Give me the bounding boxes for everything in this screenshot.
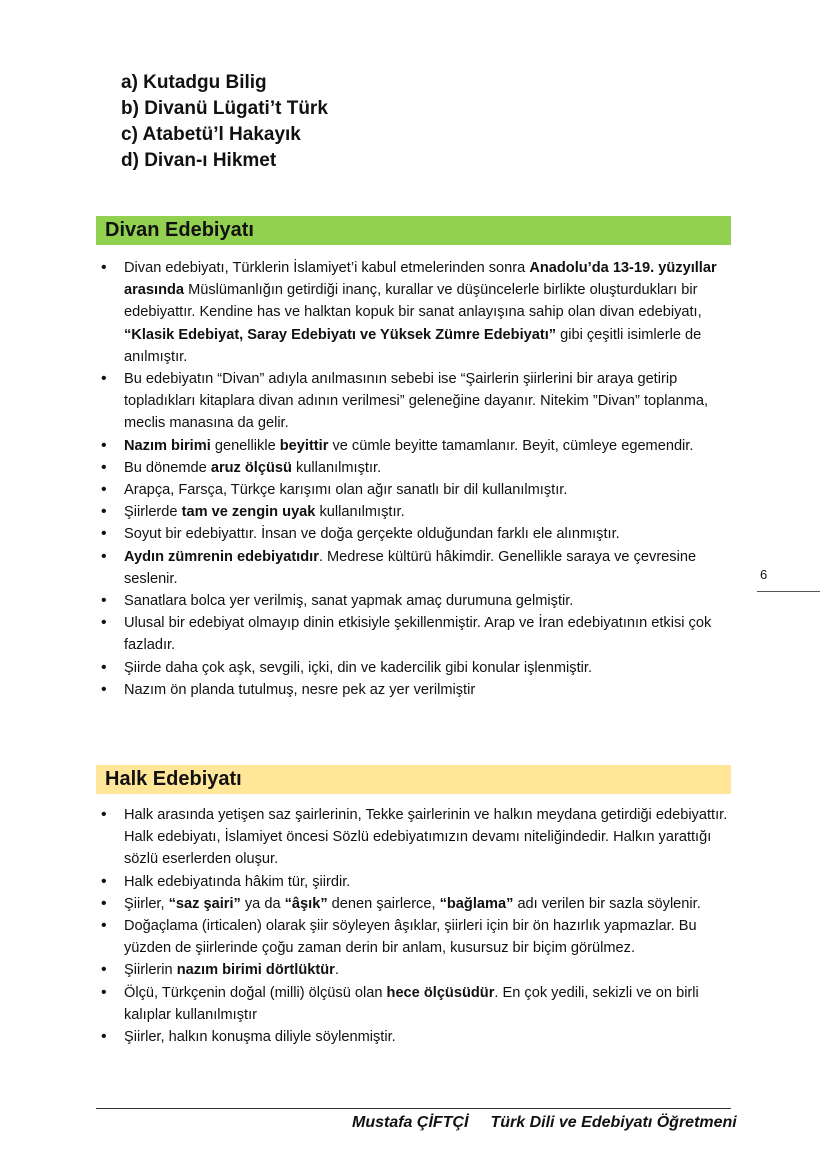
bold-text: hece ölçüsüdür xyxy=(386,984,495,1001)
text: Doğaçlama (irticalen) olarak şiir söyleyen âşıklar, şiirleri için bir ön hazırlık yapmazlar. Bu yüzden de şiirlerinde çoğu zaman derin bir anlam, kusursuz bir biçim görülmez. xyxy=(124,918,697,957)
bold-text: nazım birimi dörtlüktür xyxy=(176,962,335,979)
list-item xyxy=(124,368,736,435)
footer xyxy=(352,1114,737,1132)
text: Ölçü, Türkçenin doğal (milli) ölçüsü olan xyxy=(124,984,387,1001)
text: Nazım ön planda tutulmuş, nesre pek az yer verilmiştir xyxy=(124,681,476,698)
bold-text: “Klasik Edebiyat, Saray Edebiyatı ve Yüksek Zümre Edebiyatı” xyxy=(124,326,557,343)
page-number-rule xyxy=(757,591,820,592)
list-item xyxy=(124,479,736,501)
bold-text: Aydın zümrenin edebiyatıdır xyxy=(124,548,319,565)
footer-role: Türk Dili ve Edebiyatı Öğretmeni xyxy=(490,1114,737,1131)
text: ve cümle beyitte tamamlanır. Beyit, cümleye egemendir. xyxy=(328,437,694,454)
bold-text: “bağlama” xyxy=(439,895,514,912)
bold-text: “âşık” xyxy=(284,895,328,912)
text: Şiirler, xyxy=(124,895,169,912)
text: Şiirlerin xyxy=(124,962,177,979)
list-item xyxy=(124,457,736,479)
footer-author: Mustafa ÇİFTÇİ xyxy=(352,1114,469,1131)
list-item xyxy=(124,959,736,981)
text: Bu dönemde xyxy=(124,459,211,476)
option-b: b) Divanü Lügati’t Türk xyxy=(121,98,328,119)
text: kullanılmıştır. xyxy=(315,504,405,521)
list-item xyxy=(124,1026,736,1048)
text: Soyut bir edebiyattır. İnsan ve doğa gerçekte olduğundan farklı ele alınmıştır. xyxy=(124,526,620,543)
bold-text: “saz şairi” xyxy=(168,895,241,912)
text: denen şairlerce, xyxy=(327,895,440,912)
list-item xyxy=(124,679,736,701)
bold-text: Nazım birimi xyxy=(124,437,211,454)
list-item xyxy=(124,893,736,915)
answer-options xyxy=(121,70,328,174)
list-item xyxy=(124,915,736,959)
text: . xyxy=(334,962,339,979)
footer-rule xyxy=(96,1108,731,1109)
text: kullanılmıştır. xyxy=(291,459,382,476)
list-item xyxy=(124,982,736,1026)
list-item xyxy=(124,871,736,893)
list-item xyxy=(124,546,736,590)
page-number: 6 xyxy=(760,567,768,582)
text: Bu edebiyatın “Divan” adıyla anılmasının sebebi ise “Şairlerin şiirlerini bir araya getirip topladıkları kitaplara divan adının verilmesi” geleneğine dayanır. Nitekim ”Divan” toplanma, meclis manasına da gelir. xyxy=(124,371,709,432)
halk-list xyxy=(96,804,736,1048)
divan-section-heading: Divan Edebiyatı xyxy=(96,216,731,245)
text: Müslümanlığın getirdiği inanç, kurallar ve düşüncelerle birlikte oluşturdukları bir edebiyattır. Kendine has ve halktan kopuk bir sanat anlayışına sahip olan divan edebiyatı, xyxy=(124,282,702,321)
list-item xyxy=(124,804,736,871)
divan-list xyxy=(96,257,736,701)
text: ya da xyxy=(240,895,285,912)
list-item xyxy=(124,435,736,457)
text: Ulusal bir edebiyat olmayıp dinin etkisiyle şekillenmiştir. Arap ve İran edebiyatının etkisi çok fazladır. xyxy=(124,615,712,654)
halk-section-heading: Halk Edebiyatı xyxy=(96,765,731,794)
bold-text: tam ve zengin uyak xyxy=(181,504,316,521)
text: gibi çeşitli isimlerle de anılmıştır. xyxy=(124,326,702,365)
text: Şiirlerde xyxy=(124,504,182,521)
bold-text: aruz ölçüsü xyxy=(210,459,292,476)
list-item xyxy=(124,612,736,656)
option-d: d) Divan-ı Hikmet xyxy=(121,150,277,171)
text: Şiirde daha çok aşk, sevgili, içki, din ve kadercilik gibi konular işlenmiştir. xyxy=(124,659,593,676)
text: . En çok yedili, sekizli ve on birli kalıplar kullanılmıştır xyxy=(124,984,699,1023)
list-item xyxy=(124,657,736,679)
list-item xyxy=(124,257,736,368)
option-a: a) Kutadgu Bilig xyxy=(121,72,267,93)
text: . Medrese kültürü hâkimdir. Genellikle saraya ve çevresine seslenir. xyxy=(124,548,697,587)
text: Sanatlara bolca yer verilmiş, sanat yapmak amaç durumuna gelmiştir. xyxy=(124,593,574,610)
text: Divan edebiyatı, Türklerin İslamiyet’i kabul etmelerinden sonra xyxy=(124,260,530,276)
text: Halk edebiyatında hâkim tür, şiirdir. xyxy=(124,873,351,890)
text: genellikle xyxy=(210,437,280,454)
text: Şiirler, halkın konuşma diliyle söylenmiştir. xyxy=(124,1029,396,1046)
list-item xyxy=(124,590,736,612)
text: adı verilen bir sazla söylenir. xyxy=(513,895,701,912)
bold-text: beyittir xyxy=(279,437,329,454)
option-c: c) Atabetü’l Hakayık xyxy=(121,124,301,145)
list-item xyxy=(124,523,736,545)
text: Arapça, Farsça, Türkçe karışımı olan ağır sanatlı bir dil kullanılmıştır. xyxy=(124,482,568,499)
list-item xyxy=(124,501,736,523)
text: Halk arasında yetişen saz şairlerinin, Tekke şairlerinin ve halkın meydana getirdiği edebiyattır. Halk edebiyatı, İslamiyet öncesi Sözlü edebiyatımızın devamı niteliğindedir. Halkın yarattığı sözlü eserlerden oluşur. xyxy=(124,807,728,868)
bold-text: Anadolu’da 13-19. yüzyıllar arasında xyxy=(124,260,717,299)
